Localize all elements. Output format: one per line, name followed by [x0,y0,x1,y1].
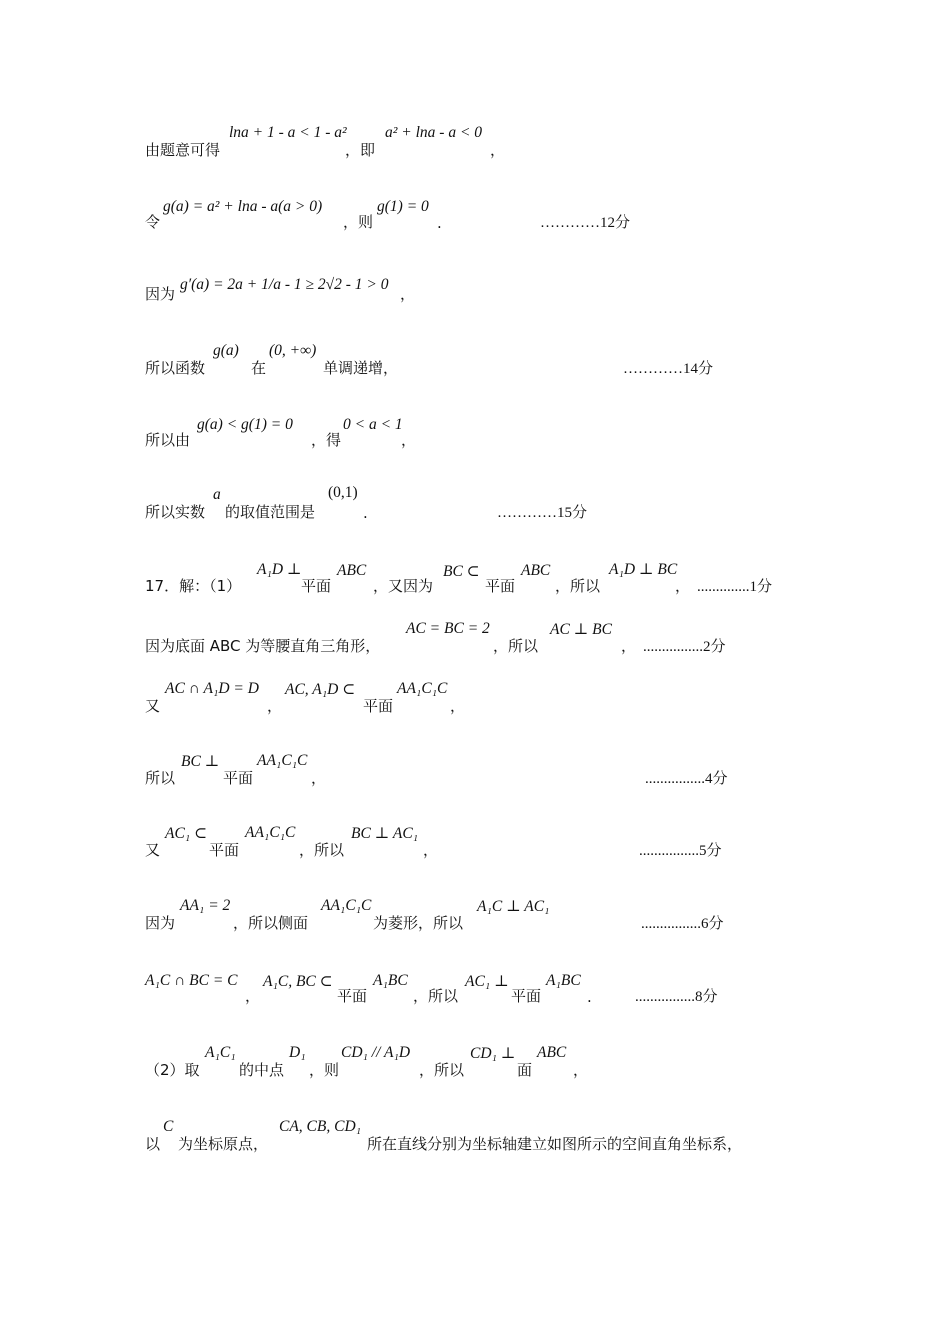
math-expression: AA₁C₁C [397,680,448,697]
line-text: . [437,214,442,232]
solution-line [145,556,810,596]
line-text: 平面 [301,577,332,595]
math-expression: (0, +∞) [269,342,317,359]
math-expression: g(a) = a² + lna - a(a > 0) [163,198,323,215]
math-expression: ABC [537,1044,567,1061]
line-text: 令 [145,213,161,231]
line-text: 平面 [337,987,368,1005]
math-expression: 0 < a < 1 [343,416,403,433]
math-expression: AA₁C₁C [321,897,372,914]
line-text: ，所以 [419,1061,465,1079]
line-text: 因为 [145,914,176,932]
score-marker: …………14分 [623,359,714,377]
math-expression: BC ⊂ [443,563,480,580]
math-expression: lna + 1 - a < 1 - a² [229,124,347,141]
line-text: 平面 [363,697,394,715]
line-text: 由题意可得 [145,141,221,159]
math-expression: AC₁ ⊥ [465,973,509,990]
math-expression: BC ⊥ [181,753,220,770]
solution-line [145,338,810,378]
line-text: 所以实数 [145,503,206,521]
math-expression: A₁D ⊥ BC [609,561,678,578]
line-text: 以 [145,1135,161,1153]
math-expression: AA₁C₁C [257,752,308,769]
line-text: 平面 [223,769,254,787]
math-expression: g(a) [213,342,239,359]
score-marker: ................8分 [635,987,718,1005]
solution-line [145,120,810,160]
line-text: 在 [251,359,267,377]
solution-line [145,893,810,933]
math-expression: AC, A₁D ⊂ [285,681,356,698]
score-marker: ................4分 [645,769,728,787]
line-text: ， [401,431,417,449]
solution-line [145,676,810,716]
line-text: ， [573,1061,589,1079]
score-marker: …………15分 [497,503,588,521]
math-expression: (0,1) [328,484,358,501]
line-text: 所以函数 [145,359,206,377]
math-expression: A₁BC [373,972,408,989]
math-expression: A₁C, BC ⊂ [263,973,333,990]
line-text: ，所以 [413,987,459,1005]
line-text: ， [675,577,691,595]
math-expression: AC = BC = 2 [406,620,490,637]
math-expression: A₁C ∩ BC = C [145,972,238,989]
math-expression: AC ∩ A₁D = D [165,680,259,697]
math-expression: g′(a) = 2a + 1/a - 1 ≥ 2√2 - 1 > 0 [180,276,389,293]
line-text: 所以 [145,769,176,787]
math-expression: g(1) = 0 [377,198,429,215]
line-text: 所在直线分别为坐标轴建立如图所示的空间直角坐标系， [367,1135,743,1153]
line-text: ，则 [309,1061,340,1079]
line-text: ， [267,697,283,715]
solution-line [145,264,810,304]
score-marker: ................6分 [641,914,724,932]
math-expression: a [213,486,221,503]
line-text: ，所以 [555,577,601,595]
line-text: 为菱形，所以 [373,914,464,932]
line-text: . [363,504,368,522]
line-text: 的中点 [239,1061,285,1079]
line-text: 面 [517,1061,533,1079]
score-marker: …………12分 [540,213,631,231]
math-expression: AC₁ ⊂ [165,825,208,842]
line-text: 因为 [145,285,176,303]
math-expression: a² + lna - a < 0 [385,124,483,141]
solution-line [145,482,810,522]
line-text: 平面 [209,841,240,859]
line-text: ， [400,285,416,303]
line-text: . [587,988,592,1006]
line-text: ， [311,769,327,787]
math-expression: g(a) < g(1) = 0 [197,416,293,433]
math-expression: A₁D ⊥ [257,561,302,578]
line-text: ， [621,637,637,655]
line-text: ，即 [345,141,376,159]
solution-line [145,966,810,1006]
line-text: 所以由 [145,431,191,449]
line-text: ，又因为 [373,577,434,595]
solution-line [145,748,810,788]
line-text: 单调递增， [323,359,399,377]
solution-line [145,192,810,232]
line-text: ，所以 [493,637,539,655]
score-marker: ..............1分 [697,577,773,595]
line-text: ， [490,141,506,159]
math-expression: ABC [337,562,367,579]
line-text: ， [245,987,261,1005]
solution-line [145,820,810,860]
line-text: ，得 [311,431,342,449]
score-marker: ................5分 [639,841,722,859]
math-expression: A₁C ⊥ AC₁ [477,898,550,915]
line-text: 17．解：（1） [145,577,242,595]
line-text: ， [450,697,466,715]
line-text: 因为底面 ABC 为等腰直角三角形， [145,637,381,655]
math-expression: ABC [521,562,551,579]
math-expression: BC ⊥ AC₁ [351,825,419,842]
line-text: 又 [145,841,161,859]
math-expression: D₁ [289,1044,306,1061]
line-text: 又 [145,697,161,715]
math-expression: CD₁ // A₁D [341,1044,411,1061]
math-expression: A₁C₁ [205,1044,236,1061]
math-expression: AC ⊥ BC [550,621,612,638]
solution-line [145,410,810,450]
line-text: （2）取 [145,1061,200,1079]
line-text: 平面 [485,577,516,595]
line-text: 为坐标原点， [178,1135,269,1153]
math-expression: CD₁ ⊥ [470,1045,516,1062]
solution-line [145,1114,810,1154]
line-text: 平面 [511,987,542,1005]
line-text: 的取值范围是 [225,503,316,521]
line-text: ，所以侧面 [233,914,309,932]
solution-line [145,1040,810,1080]
line-text: ，所以 [299,841,345,859]
math-expression: A₁BC [546,972,581,989]
math-expression: C [163,1118,174,1135]
math-expression: AA₁ = 2 [180,897,231,914]
solution-line [145,616,810,656]
line-text: ，则 [343,213,374,231]
math-expression: CA, CB, CD₁ [279,1118,362,1135]
math-expression: AA₁C₁C [245,824,296,841]
score-marker: ................2分 [643,637,726,655]
line-text: ， [423,841,439,859]
